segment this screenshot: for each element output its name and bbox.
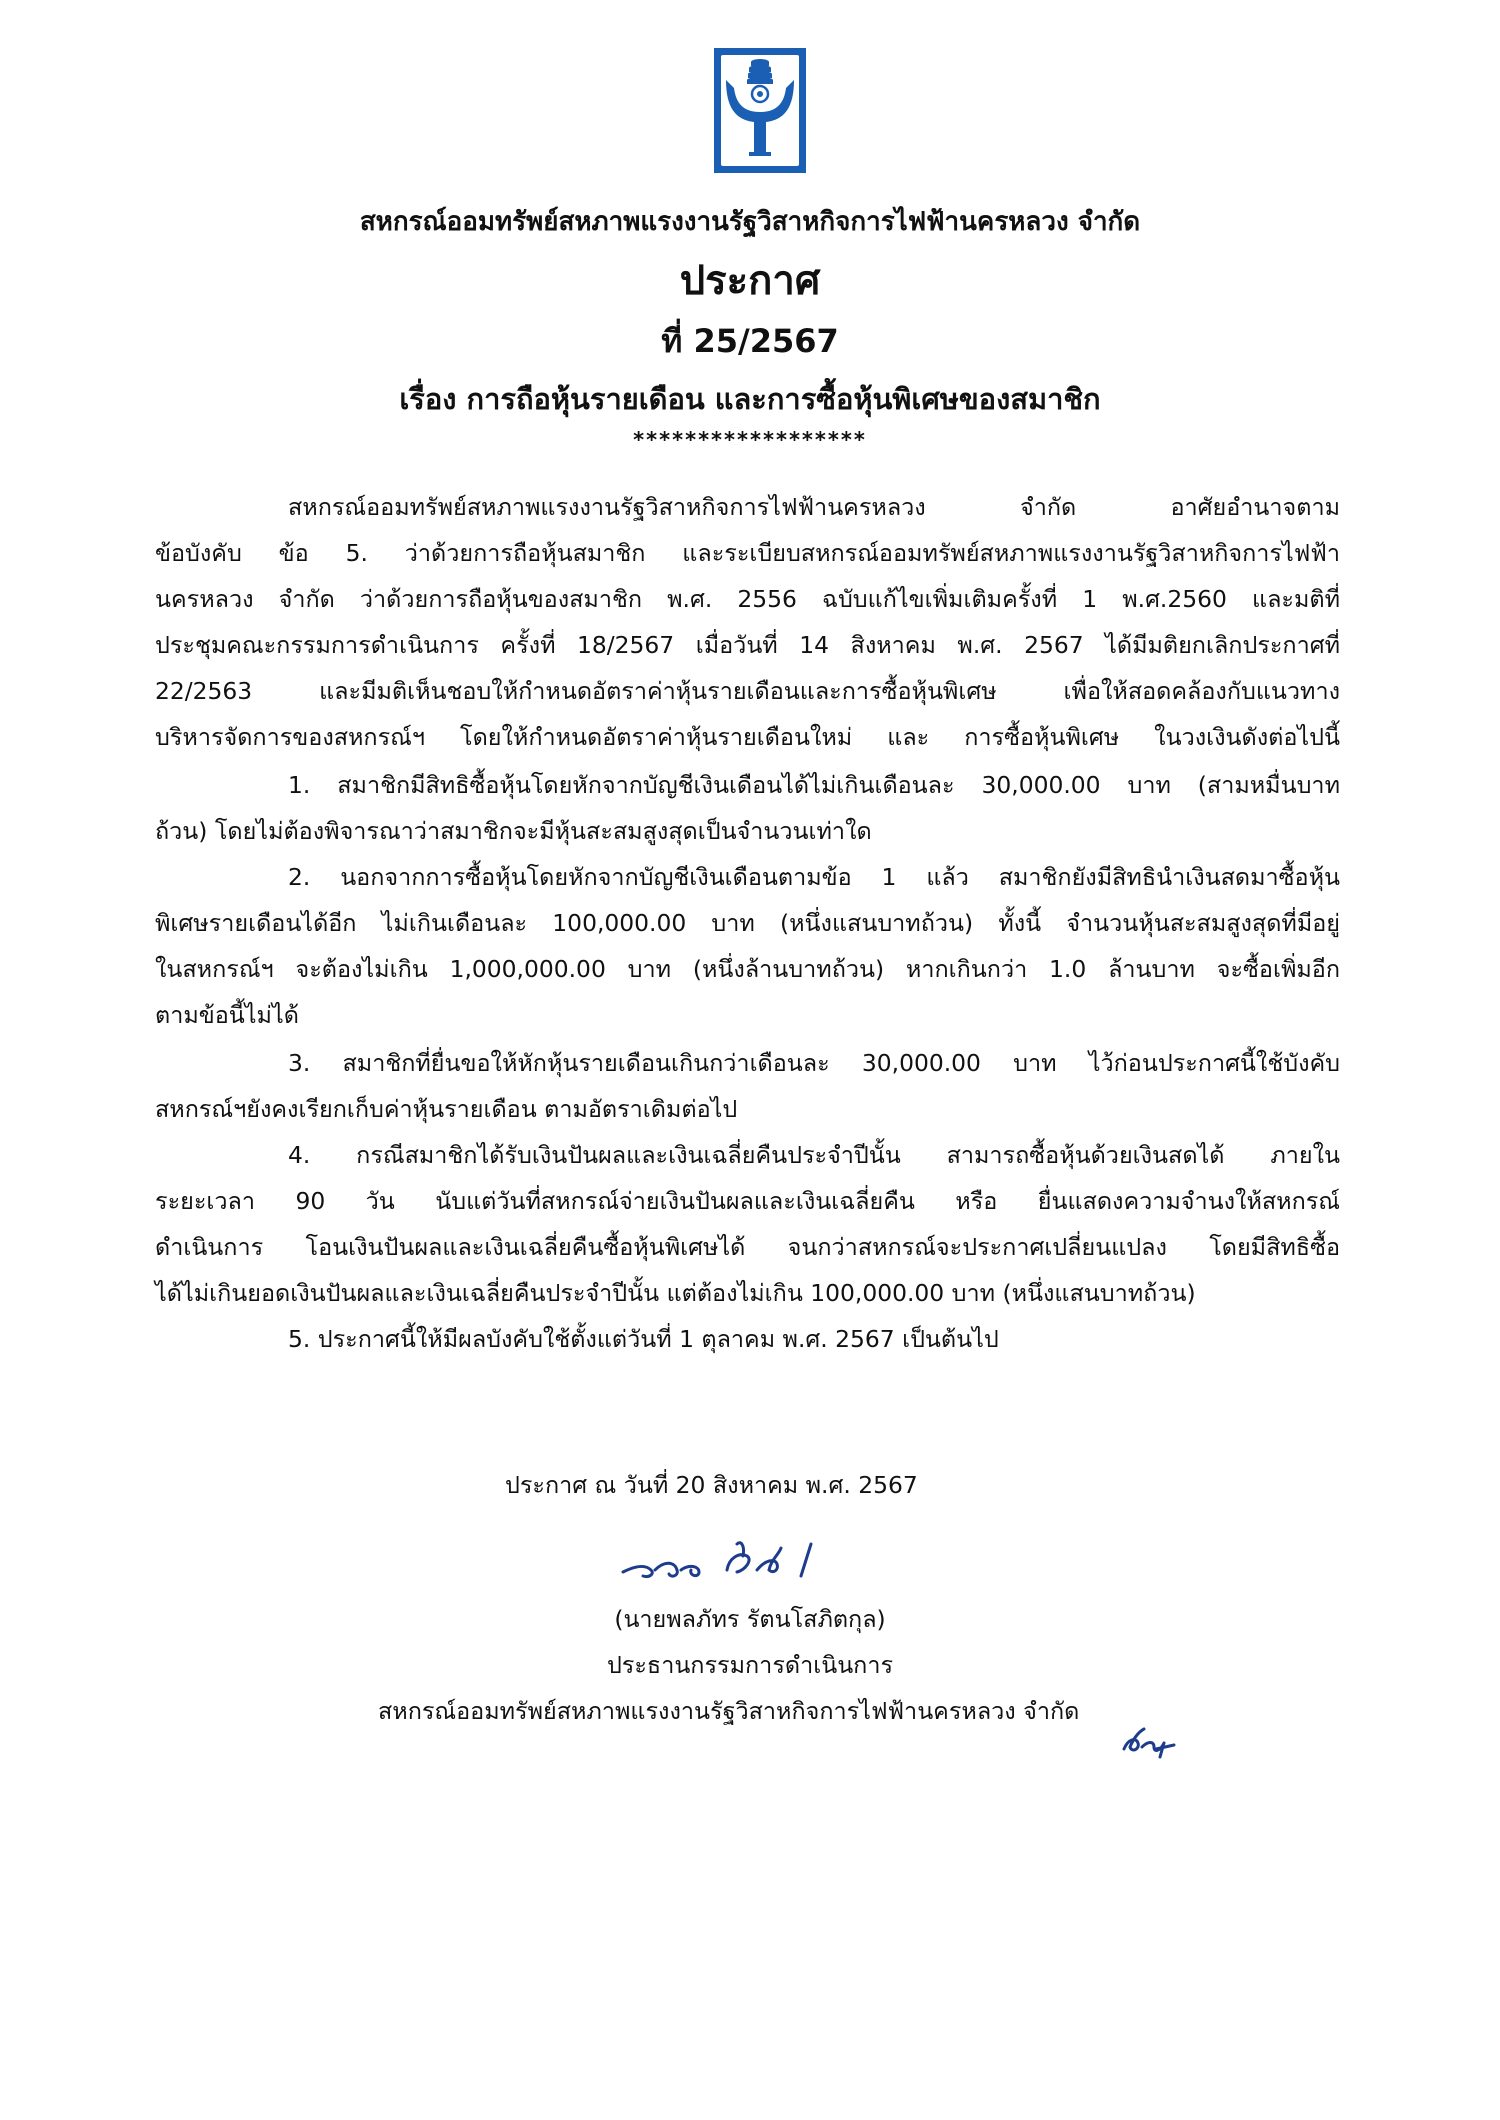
item-3-line: 3. สมาชิกที่ยื่นขอให้หักหุ้นรายเดือนเกินกว่าเดือนละ 30,000.00 บาท ไว้ก่อนประกาศนี้ใช้บังคับ (288, 1049, 1340, 1077)
signer-name: (นายพลภัทร รัตนโสภิตกุล) (614, 1605, 886, 1633)
item-4-line: ได้ไม่เกินยอดเงินปันผลและเงินเฉลี่ยคืนประจำปีนั้น แต่ต้องไม่เกิน 100,000.00 บาท (หนึ่งแสนบาทถ้วน) (155, 1279, 1196, 1307)
cooperative-logo (714, 48, 806, 173)
item-5-line: 5. ประกาศนี้ให้มีผลบังคับใช้ตั้งแต่วันที่ 1 ตุลาคม พ.ศ. 2567 เป็นต้นไป (288, 1325, 999, 1353)
item-2-line: ตามข้อนี้ไม่ได้ (155, 1001, 299, 1029)
preamble-line: นครหลวง จำกัด ว่าด้วยการถือหุ้นของสมาชิก พ.ศ. 2556 ฉบับแก้ไขเพิ่มเติมครั้งที่ 1 พ.ศ.2560 และมติที่ (155, 585, 1340, 613)
signer-position: ประธานกรรมการดำเนินการ (606, 1651, 894, 1679)
preamble-line: 22/2563 และมีมติเห็นชอบให้กำหนดอัตราค่าหุ้นรายเดือนและการซื้อหุ้นพิเศษ เพื่อให้สอดคล้องกับแนวทาง (155, 677, 1340, 705)
item-3-line: สหกรณ์ฯยังคงเรียกเก็บค่าหุ้นรายเดือน ตามอัตราเดิมต่อไป (155, 1095, 738, 1123)
item-2-line: พิเศษรายเดือนได้อีก ไม่เกินเดือนละ 100,000.00 บาท (หนึ่งแสนบาทถ้วน) ทั้งนี้ จำนวนหุ้นสะสมสูงสุดที่มีอยู่ (155, 909, 1340, 937)
item-4-line: 4. กรณีสมาชิกได้รับเงินปันผลและเงินเฉลี่ยคืนประจำปีนั้น สามารถซื้อหุ้นด้วยเงินสดได้ ภายใน (288, 1141, 1340, 1169)
preamble-line: ข้อบังคับ ข้อ 5. ว่าด้วยการถือหุ้นสมาชิก และระเบียบสหกรณ์ออมทรัพย์สหภาพแรงงานรัฐวิสาหกิจการไฟฟ้า (155, 539, 1340, 567)
announcement-number: ที่ 25/2567 (661, 322, 839, 360)
preamble-line: บริหารจัดการของสหกรณ์ฯ โดยให้กำหนดอัตราค่าหุ้นรายเดือนใหม่ และ การซื้อหุ้นพิเศษ ในวงเงินดังต่อไปนี้ (155, 723, 1340, 751)
item-1-line: ถ้วน) โดยไม่ต้องพิจารณาว่าสมาชิกจะมีหุ้นสะสมสูงสุดเป็นจำนวนเท่าใด (155, 817, 872, 845)
organization-name: สหกรณ์ออมทรัพย์สหภาพแรงงานรัฐวิสาหกิจการไฟฟ้านครหลวง จำกัด (359, 207, 1141, 237)
signature-image (615, 1530, 855, 1590)
item-2-line: 2. นอกจากการซื้อหุ้นโดยหักจากบัญชีเงินเดือนตามข้อ 1 แล้ว สมาชิกยังมีสิทธินำเงินสดมาซื้อหุ้น (288, 863, 1340, 891)
announcement-subject: เรื่อง การถือหุ้นรายเดือน และการซื้อหุ้นพิเศษของสมาชิก (399, 382, 1101, 416)
preamble-line: สหกรณ์ออมทรัพย์สหภาพแรงงานรัฐวิสาหกิจการไฟฟ้านครหลวง จำกัด อาศัยอำนาจตาม (288, 493, 1340, 521)
announcement-date: ประกาศ ณ วันที่ 20 สิงหาคม พ.ศ. 2567 (505, 1471, 918, 1499)
item-4-line: ดำเนินการ โอนเงินปันผลและเงินเฉลี่ยคืนซื้อหุ้นพิเศษได้ จนกว่าสหกรณ์จะประกาศเปลี่ยนแปลง โดยมีสิทธิซื้อ (155, 1233, 1340, 1261)
item-2-line: ในสหกรณ์ฯ จะต้องไม่เกิน 1,000,000.00 บาท (หนึ่งล้านบาทถ้วน) หากเกินกว่า 1.0 ล้านบาท จะซื้อเพิ่มอีก (155, 955, 1340, 983)
signer-organization: สหกรณ์ออมทรัพย์สหภาพแรงงานรัฐวิสาหกิจการไฟฟ้านครหลวง จำกัด (378, 1697, 1080, 1725)
announcement-title: ประกาศ (679, 258, 821, 304)
item-4-line: ระยะเวลา 90 วัน นับแต่วันที่สหกรณ์จ่ายเงินปันผลและเงินเฉลี่ยคืน หรือ ยื่นแสดงความจำนงให้สหกรณ์ (155, 1187, 1340, 1215)
preamble-line: ประชุมคณะกรรมการดำเนินการ ครั้งที่ 18/2567 เมื่อวันที่ 14 สิงหาคม พ.ศ. 2567 ได้มีมติยกเลิกประกาศที่ (155, 631, 1340, 659)
item-1-line: 1. สมาชิกมีสิทธิซื้อหุ้นโดยหักจากบัญชีเงินเดือนได้ไม่เกินเดือนละ 30,000.00 บาท (สามหมื่นบาท (288, 771, 1340, 799)
initials-mark (1120, 1725, 1182, 1759)
separator-stars: ****************** (633, 428, 867, 452)
